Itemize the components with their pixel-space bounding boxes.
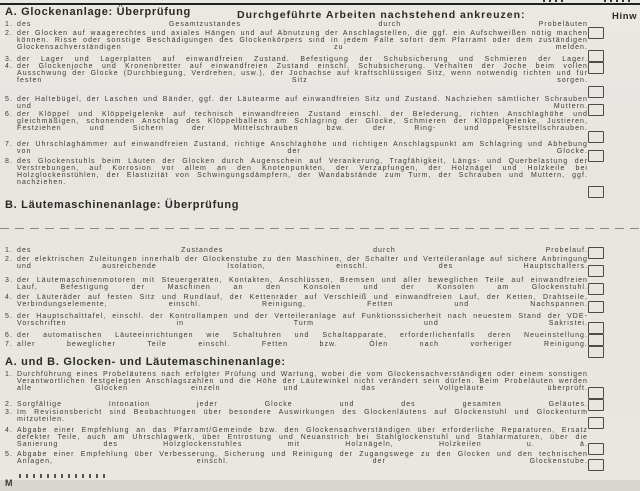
checkbox-ab5[interactable] — [588, 459, 604, 471]
section-b-heading: B. Läutemaschinenanlage: Überprüfung — [5, 199, 240, 211]
checkbox-a8[interactable] — [588, 186, 604, 198]
item-ab1 — [5, 371, 588, 399]
item-number: 1. — [5, 371, 13, 378]
cutoff-text-marks — [19, 474, 105, 478]
item-text: der Läuteräder auf festen Sitz und Rundlauf, der Kettenräder auf Verschleiß und einwandfreien Lauf, der Ketten, Drahtseile, Verbindungselemente, einschl. Reinigung, Fetten und Nachspannen. — [17, 294, 588, 308]
item-number: 2. — [5, 401, 13, 408]
checkbox-a3[interactable] — [588, 62, 604, 74]
item-text: des Zustandes durch Probelauf. — [17, 247, 588, 254]
mark-instruction-label: Durchgeführte Arbeiten nachstehend ankreuzen: — [237, 9, 526, 21]
checkbox-b1[interactable] — [588, 247, 604, 259]
item-ab5 — [5, 451, 588, 472]
item-a8 — [5, 158, 588, 193]
bottom-cutoff-text: M — [5, 478, 14, 488]
item-text: der Glockenjoche und Kronenbretter auf einwandfreien Zustand einschl. Schubsicherung. Verhalten der Joche beim vollen Ausschwung der Glocke (Durchbiegung, Verdrehen, usw.), der Jochachse auf kraftschlüssigen Sitz, wenn notwendig richten und für festen Sitz sorgen. — [17, 63, 588, 84]
item-number: 5. — [5, 451, 13, 458]
checkbox-ab3[interactable] — [588, 417, 604, 429]
item-number: 2. — [5, 256, 13, 263]
item-text: der Klöppel und Klöppelgelenke auf technisch einwandfreien Zustand einschl. der Belederung, richten Anschlaghöhe und gleichmäßigen, schonenden Anschlag des Klöppelballens am Schlagring der Glocke, Schmieren der Klöppelgelenke, Justieren, Festziehen und Sichern der Mittelschrauben bzw. der Ring- und Feststellschrauben. — [17, 111, 588, 132]
checkbox-b2[interactable] — [588, 265, 604, 277]
item-b7 — [5, 341, 588, 355]
item-number: 4. — [5, 427, 13, 434]
item-text: der automatischen Läuteeinrichtungen wie Schaltuhren und Schaltapparate, erforderlichenfalls deren Neueinstellung. — [17, 332, 588, 339]
item-text: Abgabe einer Empfehlung über Verbesserung, Sicherung und Reinigung der Zugangswege zu den Glocken und den technischen Anlagen, einschl. der Glockenstube. — [17, 451, 588, 465]
item-b2 — [5, 256, 588, 277]
item-number: 3. — [5, 56, 13, 63]
item-text: Abgabe einer Empfehlung an das Pfarramt/Gemeinde bzw. den Glockensachverständigen über erforderliche Reparaturen, Ersatz defekter Teile, auch am Uhrschlagwerk, über Entrostung und Neuanstrich bei Stahlglockenstuhl und Stahlarmaturen, über die Sanierung des Holzglockenstuhles mit Holznägeln, Holzkeilen u. ä. — [17, 427, 588, 448]
checkbox-b5[interactable] — [588, 322, 604, 334]
checkbox-b3[interactable] — [588, 283, 604, 295]
cutoff-text-marks — [604, 0, 632, 2]
section-ab-heading: A. und B. Glocken- und Läutemaschinenanlage: — [5, 356, 286, 368]
item-text: des Glockenstuhls beim Läuten der Glocken durch Augenschein auf Verankerung, Tragfähigkeit, Längs- und Querbelastung der Verstrebungen, auf Korrosion vor allem an den Knotenpunkten, der Verzapfungen, der Holznägel und Holzkeile bei Holzglockenstühlen, der Elastizität von Schwingungsdämpfern, der Wandabstände zum Turm, der Schrauben und Muttern, ggf. nachziehen. — [17, 158, 588, 186]
item-number: 5. — [5, 313, 13, 320]
item-number: 2. — [5, 30, 13, 37]
checkbox-a7[interactable] — [588, 150, 604, 162]
checkbox-b7[interactable] — [588, 346, 604, 358]
item-number: 5. — [5, 96, 13, 103]
checkbox-a2[interactable] — [588, 50, 604, 62]
item-a2 — [5, 30, 588, 58]
item-b4 — [5, 294, 588, 315]
item-text: der Hauptschalttafel, einschl. der Kontrollampen und der Verteileranlage auf Funktionssicherheit nach neuestem Stand der VDE-Vorschriften in Turm und Sakristei. — [17, 313, 588, 327]
item-number: 6. — [5, 332, 13, 339]
top-horizontal-rule — [0, 3, 640, 5]
item-text: der Lager und Lagerplatten auf einwandfreien Zustand. Befestigung der Schubsicherung und Schmieren der Lager. — [17, 56, 588, 63]
checkbox-a5[interactable] — [588, 104, 604, 116]
item-text: Durchführung eines Probeläutens nach erfolgter Prüfung und Wartung, wobei die vom Glockensachverständigen oder einem sonstigen Verantwortlichen festgelegten Anschlagszahlen und die Höhe der Läutewinkel nicht verändert sein dürfen. Beim Probeläuten werden alle Glocken einzeln und das Vollgeläute überprüft. — [17, 371, 588, 392]
checkbox-b4[interactable] — [588, 301, 604, 313]
item-text: der Glocken auf waagerechtes und axiales Hängen und auf Abnutzung der Anschlagstellen, die ggf. ein Aufschweißen nötig machen können. Risse oder sonstige Beschädigungen des Glockenkörpers sind in jedem Falle sofort dem Pfarramt oder dem zuständigen Glockensachverständigen zu melden. — [17, 30, 588, 51]
item-text: aller beweglicher Teile einschl. Fetten bzw. Ölen nach vorheriger Reinigung. — [17, 341, 588, 348]
checkbox-a4[interactable] — [588, 86, 604, 98]
checkbox-b6[interactable] — [588, 334, 604, 346]
item-number: 4. — [5, 294, 13, 301]
checkbox-a6[interactable] — [588, 131, 604, 143]
item-number: 7. — [5, 341, 13, 348]
item-text: der Uhrschlaghämmer auf einwandfreien Zustand, richtige Anschlaghöhe und richtigen Anschlagspunkt am Schlagring und Abhebung von der Glocke. — [17, 141, 588, 155]
checkbox-a1[interactable] — [588, 27, 604, 39]
item-number: 4. — [5, 63, 13, 70]
item-number: 6. — [5, 111, 13, 118]
item-number: 1. — [5, 21, 13, 28]
item-text: der elektrischen Zuleitungen innerhalb der Glockenstube zu den Maschinen, der Schalter und Verteileranlage auf sichere Anbringung und ausreichende Isolation, einschl. des Hauptschalters. — [17, 256, 588, 270]
checkbox-ab4[interactable] — [588, 443, 604, 455]
checkbox-ab2[interactable] — [588, 399, 604, 411]
item-a6 — [5, 111, 588, 139]
dashed-separator-rule — [0, 228, 640, 229]
item-text: Sorgfältige Intonation jeder Glocke und des gesamten Geläutes. — [17, 401, 588, 408]
cutoff-text-marks — [543, 0, 565, 2]
item-number: 3. — [5, 409, 13, 416]
item-text: des Gesamtzustandes durch Probeläuten — [17, 21, 588, 28]
item-text: Im Revisionsbericht sind Beobachtungen über besondere Auswirkungen des Glockenläutens auf Glockenstuhl und Glockenturm mitzuteilen. — [17, 409, 588, 423]
bottom-cutoff-line — [5, 473, 135, 488]
item-text: der Läutemaschinenmotoren mit Steuergeräten, Kontakten, Anschlüssen, Bremsen und aller beweglichen Teile auf einwandfreien Lauf, Befestigung der Maschinen an den Konsolen und der Konsolen am Glockenstuhl. — [17, 277, 588, 291]
checkbox-ab1[interactable] — [588, 387, 604, 399]
item-a4 — [5, 63, 588, 91]
item-b5 — [5, 313, 588, 334]
hinweise-cutoff-label: Hinw — [612, 11, 638, 22]
item-number: 8. — [5, 158, 13, 165]
section-a-heading: A. Glockenanlage: Überprüfung — [5, 6, 191, 18]
item-number: 3. — [5, 277, 13, 284]
item-number: 7. — [5, 141, 13, 148]
item-text: der Haltebügel, der Laschen und Bänder, ggf. der Läutearme auf einwandfreien Sitz und Zustand. Nachziehen sämtlicher Schrauben und Muttern. — [17, 96, 588, 110]
item-number: 1. — [5, 247, 13, 254]
